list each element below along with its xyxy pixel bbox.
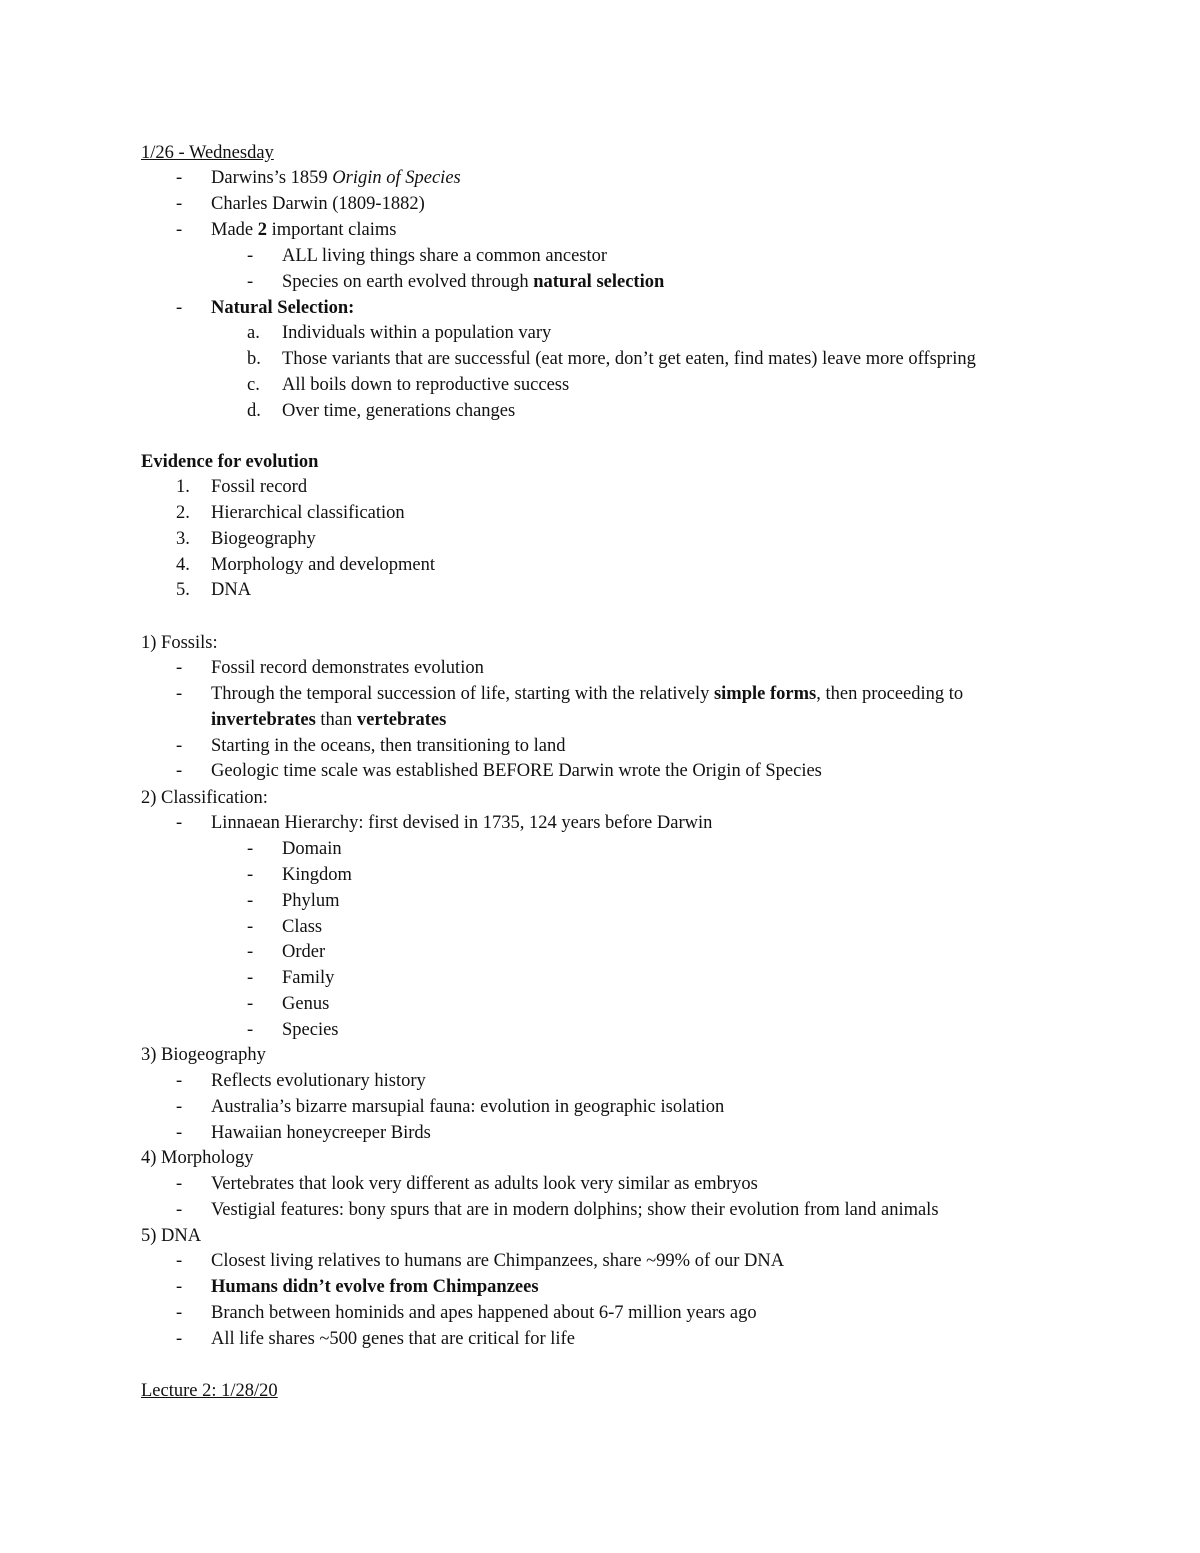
list-item-text bbox=[282, 939, 325, 965]
list-marker: 5. bbox=[176, 580, 190, 601]
list-marker: - bbox=[176, 735, 183, 756]
list-item-text bbox=[282, 372, 569, 398]
list-item-text bbox=[211, 191, 425, 217]
list-item-text bbox=[211, 1197, 939, 1223]
list-item bbox=[0, 1171, 1200, 1197]
text-run: Geologic time scale was established BEFORE Darwin wrote the Origin of Species bbox=[211, 761, 822, 782]
list-marker: b. bbox=[247, 348, 261, 369]
list-marker: 3. bbox=[176, 528, 190, 549]
list-marker: - bbox=[247, 1019, 254, 1040]
text-run: Species bbox=[282, 1019, 339, 1040]
list-item-text bbox=[211, 1326, 575, 1352]
list-item bbox=[0, 295, 1200, 321]
list-item bbox=[0, 269, 1200, 295]
list-item bbox=[0, 965, 1200, 991]
list-marker: - bbox=[176, 193, 183, 214]
list-item bbox=[0, 733, 1200, 759]
text-run: DNA bbox=[211, 580, 252, 601]
text-run: Made bbox=[211, 219, 258, 240]
biogeography-heading: 3) Biogeography bbox=[141, 1045, 266, 1065]
text-run: Humans didn’t evolve from Chimpanzees bbox=[211, 1276, 539, 1297]
list-item-text bbox=[211, 552, 435, 578]
date-heading: 1/26 - Wednesday bbox=[141, 143, 274, 163]
text-run: Hawaiian honeycreeper Birds bbox=[211, 1122, 431, 1143]
list-item bbox=[0, 655, 1200, 681]
text-run: important claims bbox=[267, 219, 397, 240]
list-item-text bbox=[211, 733, 566, 759]
list-item bbox=[0, 810, 1200, 836]
list-item bbox=[0, 191, 1200, 217]
list-item bbox=[0, 526, 1200, 552]
list-item-text bbox=[211, 500, 405, 526]
list-marker: - bbox=[247, 839, 254, 859]
text-run: Morphology and development bbox=[211, 554, 436, 575]
list-item-text bbox=[211, 1274, 539, 1300]
list-marker: c. bbox=[247, 374, 260, 395]
list-item bbox=[0, 1068, 1200, 1094]
list-item-text bbox=[211, 474, 307, 500]
list-item bbox=[0, 836, 1200, 862]
list-item bbox=[0, 888, 1200, 914]
text-run: Over time, generations changes bbox=[282, 400, 516, 421]
evidence-heading: Evidence for evolution bbox=[141, 452, 319, 472]
list-item-text bbox=[211, 758, 822, 784]
list-marker: - bbox=[176, 1251, 183, 1271]
list-item-text bbox=[211, 1068, 426, 1094]
text-run: Class bbox=[282, 916, 323, 937]
text-run: Linnaean Hierarchy: first devised in 1735, 124 years before Darwin bbox=[211, 813, 713, 833]
list-item-text bbox=[211, 707, 446, 733]
list-item-text bbox=[282, 836, 342, 862]
list-marker: - bbox=[176, 1096, 183, 1117]
list-item-text bbox=[211, 1248, 784, 1274]
list-item bbox=[0, 243, 1200, 269]
list-item-text bbox=[282, 888, 340, 914]
list-item bbox=[0, 474, 1200, 500]
list-item bbox=[0, 1326, 1200, 1352]
list-item bbox=[0, 1120, 1200, 1146]
text-run: Starting in the oceans, then transitioning to land bbox=[211, 735, 566, 756]
list-item-text bbox=[211, 681, 963, 707]
text-run: Vestigial features: bony spurs that are in modern dolphins; show their evolution from land animals bbox=[211, 1199, 939, 1220]
text-run: vertebrates bbox=[356, 709, 447, 730]
list-marker: - bbox=[176, 761, 183, 782]
list-item-text bbox=[282, 346, 976, 372]
fossils-heading: 1) Fossils: bbox=[141, 633, 218, 653]
list-item bbox=[0, 1197, 1200, 1223]
list-item-text bbox=[211, 577, 251, 603]
list-item-text bbox=[282, 914, 322, 940]
list-marker: - bbox=[176, 683, 183, 704]
text-run: Natural Selection: bbox=[211, 298, 355, 318]
text-run: Fossil record bbox=[211, 477, 308, 497]
list-item-text bbox=[282, 1017, 339, 1043]
list-item bbox=[0, 165, 1200, 191]
list-marker: 1. bbox=[176, 477, 190, 497]
text-run: Closest living relatives to humans are Chimpanzees, share ~99% of our DNA bbox=[211, 1251, 785, 1271]
list-item bbox=[0, 552, 1200, 578]
list-marker: - bbox=[176, 298, 183, 318]
text-run: than bbox=[315, 709, 357, 730]
list-marker: - bbox=[247, 994, 254, 1015]
list-item bbox=[0, 398, 1200, 424]
list-item bbox=[0, 914, 1200, 940]
text-run: Branch between hominids and apes happened about 6-7 million years ago bbox=[211, 1302, 757, 1323]
morphology-heading: 4) Morphology bbox=[141, 1148, 254, 1168]
list-item-text bbox=[211, 810, 712, 836]
list-marker: - bbox=[176, 813, 183, 833]
list-item bbox=[0, 500, 1200, 526]
list-marker: - bbox=[176, 1302, 183, 1323]
text-run: All life shares ~500 genes that are critical for life bbox=[211, 1328, 575, 1349]
list-item bbox=[0, 346, 1200, 372]
list-item bbox=[0, 320, 1200, 346]
list-item-text bbox=[211, 1171, 758, 1197]
text-run: natural selection bbox=[533, 271, 665, 292]
list-marker: - bbox=[247, 890, 254, 911]
list-item-text bbox=[211, 526, 316, 552]
text-run: invertebrates bbox=[211, 709, 316, 730]
list-item-text bbox=[211, 1094, 724, 1120]
text-run: Phylum bbox=[282, 890, 340, 911]
list-item bbox=[0, 862, 1200, 888]
list-marker: 4. bbox=[176, 554, 190, 575]
list-marker: 2. bbox=[176, 502, 190, 523]
list-item bbox=[0, 1017, 1200, 1043]
list-item bbox=[0, 681, 1200, 707]
list-item-text bbox=[282, 269, 664, 295]
list-marker: - bbox=[176, 1071, 183, 1091]
text-run: Family bbox=[282, 968, 335, 989]
lecture-footer: Lecture 2: 1/28/20 bbox=[141, 1381, 278, 1401]
text-run: Biogeography bbox=[211, 528, 316, 549]
text-run: Order bbox=[282, 942, 326, 963]
text-run: All boils down to reproductive success bbox=[282, 374, 570, 395]
list-item-text bbox=[211, 1300, 757, 1326]
list-item-text bbox=[211, 295, 354, 321]
list-item-text bbox=[282, 991, 329, 1017]
list-item bbox=[0, 1300, 1200, 1326]
list-item bbox=[0, 217, 1200, 243]
list-marker: - bbox=[176, 1174, 183, 1194]
list-marker: - bbox=[176, 1199, 183, 1220]
list-item-text bbox=[211, 217, 396, 243]
list-marker: - bbox=[247, 916, 254, 937]
list-item-text bbox=[282, 243, 607, 269]
list-marker: a. bbox=[247, 323, 260, 343]
text-run: Domain bbox=[282, 839, 342, 859]
list-item-text bbox=[282, 965, 334, 991]
list-item bbox=[0, 1094, 1200, 1120]
list-marker: - bbox=[176, 658, 183, 678]
list-marker: - bbox=[247, 942, 254, 963]
text-run: Those variants that are successful (eat more, don’t get eaten, find mates) leave more offspring bbox=[282, 348, 976, 369]
list-marker: - bbox=[247, 246, 254, 266]
list-item-text bbox=[282, 320, 551, 346]
list-item bbox=[0, 1274, 1200, 1300]
list-item bbox=[0, 991, 1200, 1017]
list-marker: - bbox=[176, 168, 183, 188]
list-marker: - bbox=[247, 968, 254, 989]
classification-heading: 2) Classification: bbox=[141, 788, 268, 808]
text-run: Hierarchical classification bbox=[211, 502, 405, 523]
text-run: Species on earth evolved through bbox=[282, 271, 534, 292]
text-run: Darwins’s 1859 bbox=[211, 168, 333, 188]
list-item-text bbox=[282, 398, 515, 424]
text-run: ALL living things share a common ancestor bbox=[282, 246, 608, 266]
text-run: Australia’s bizarre marsupial fauna: evolution in geographic isolation bbox=[211, 1096, 725, 1117]
text-run: Through the temporal succession of life, starting with the relatively bbox=[211, 683, 714, 704]
text-run: 2 bbox=[257, 219, 267, 240]
list-item bbox=[0, 758, 1200, 784]
list-marker: - bbox=[176, 1276, 183, 1297]
text-run: simple forms bbox=[713, 683, 817, 704]
list-item bbox=[0, 939, 1200, 965]
text-run: Reflects evolutionary history bbox=[211, 1071, 426, 1091]
list-marker: - bbox=[176, 219, 183, 240]
text-run: Individuals within a population vary bbox=[282, 323, 552, 343]
text-run: Genus bbox=[282, 994, 330, 1015]
list-item-text bbox=[282, 862, 352, 888]
text-run: Fossil record demonstrates evolution bbox=[211, 658, 484, 678]
dna-heading: 5) DNA bbox=[141, 1226, 202, 1246]
list-marker: - bbox=[176, 1122, 183, 1143]
list-marker: - bbox=[247, 864, 254, 885]
list-item bbox=[0, 707, 1200, 733]
list-marker: - bbox=[176, 1328, 183, 1349]
list-item bbox=[0, 372, 1200, 398]
list-item-text bbox=[211, 165, 461, 191]
list-item-text bbox=[211, 655, 484, 681]
text-run: , then proceeding to bbox=[816, 683, 964, 704]
text-run: Charles Darwin (1809-1882) bbox=[211, 193, 425, 214]
list-item bbox=[0, 577, 1200, 603]
list-item-text bbox=[211, 1120, 431, 1146]
text-run: Vertebrates that look very different as adults look very similar as embryos bbox=[211, 1174, 758, 1194]
list-marker: d. bbox=[247, 400, 261, 421]
text-run: Kingdom bbox=[282, 864, 352, 885]
list-item bbox=[0, 1248, 1200, 1274]
text-run: Origin of Species bbox=[332, 168, 461, 188]
list-marker: - bbox=[247, 271, 254, 292]
